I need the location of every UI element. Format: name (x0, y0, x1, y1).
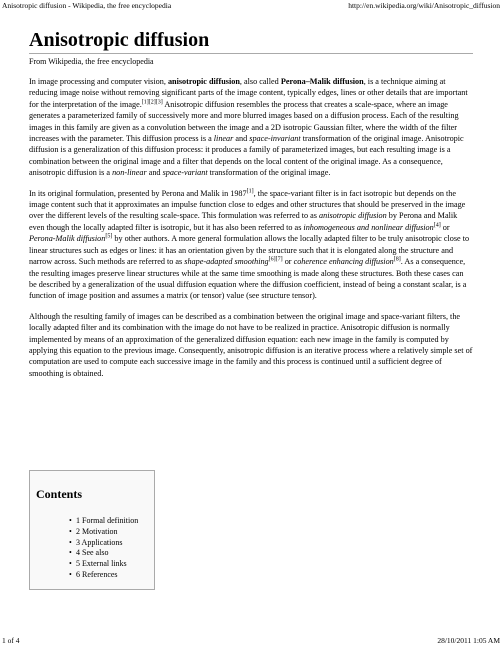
toc-item-references[interactable]: • 6 References (76, 570, 154, 581)
text: transformation of the original image. Anisotropic diffusion is a generalization of this diffusion process: it produces a family of parameterized images, but each resulting image is a combination between the original image and a filter that depends on the local content of the original image. As a consequence, anisotropic diffusion is a (29, 134, 464, 178)
print-header (0, 0, 502, 14)
citation-link[interactable]: [6][7] (268, 256, 283, 263)
text: by other authors. A more general formulation allows the locally adapted filter to be truly anisotropic close to linear structures such as edges or lines: it has an orientation given by the structure such that it is elongated along the structure and narrow across. Such methods are referred to as (29, 234, 470, 267)
term-space-variant: space-variant (162, 168, 208, 178)
citation-link[interactable]: [1] (246, 187, 254, 194)
text: , is a technique aiming at reducing image noise without removing significant parts of the image content, typically edges, lines or other details that are important for the interpretation of the image. (29, 77, 468, 109)
page-number: 1 of 4 (2, 636, 20, 645)
text: or (440, 222, 450, 232)
term-perona-malik-diffusion-link[interactable]: Perona-Malik diffusion (29, 234, 106, 244)
paragraph-formulation (29, 188, 473, 302)
text: . As a consequence, the resulting images preserve linear structures while at the same time smoothing is made along these structures. Both these cases can be described by a generalization of the usual diffusion equation where the diffusion coefficient, instead of being a constant scalar, is a function of image position and assumes a matrix (or tensor) value (see structure tensor). (29, 257, 467, 301)
table-of-contents (29, 470, 155, 590)
term-anisotropic-diffusion-link[interactable]: anisotropic diffusion (319, 211, 387, 221)
article-source-note: From Wikipedia, the free encyclopedia (29, 57, 154, 66)
text: In image processing and computer vision, (29, 77, 168, 86)
toc-title: Contents (36, 487, 83, 501)
term-space-invariant: space-invariant (249, 134, 301, 144)
print-url: http://en.wikipedia.org/wiki/Anisotropic_diffusion (348, 1, 500, 10)
paragraph-intro (29, 76, 473, 179)
text: , also called (239, 77, 281, 86)
citation-link[interactable]: [1][2][3] (141, 99, 163, 106)
term-non-linear: non-linear (112, 168, 147, 178)
text: In its original formulation, presented by Perona and Malik in 1987 (29, 188, 247, 198)
print-page-title: Anisotropic diffusion - Wikipedia, the free encyclopedia (2, 1, 172, 10)
toc-item-see-also[interactable]: • 4 See also (76, 548, 154, 559)
toc-item-external-links[interactable]: • 5 External links (76, 559, 154, 570)
term-coherence-enhancing-diffusion: coherence enhancing diffusion (293, 257, 394, 267)
toc-list (30, 516, 154, 581)
text: and (233, 134, 250, 144)
text: by Perona and Malik even though the locally adapted filter is isotropic, but it has also been referred to as (29, 211, 458, 232)
paragraph-implementation: Although the resulting family of images can be described as a combination between the original image and space-variant filters, the locally adapted filter and its combination with the image do not have to be realized in practice. Anisotropic diffusion is normally implemented by means of an approximation of the generalized diffusion equation: each new image in the family is computed by applying this equation to the previous image. Consequently, anisotropic diffusion is an iterative process where a relatively simple set of computation are used to compute each successive image in the family and this process is continued until a sufficient degree of smoothing is obtained. (29, 311, 473, 378)
citation-link[interactable]: [8] (393, 256, 401, 263)
text: Anisotropic diffusion resembles the process that creates a scale-space, where an image generates a parameterized family of successively more and more blurred images based on a diffusion process. Each of the resulting images in this family are given as a convolution between the image and a 2D isotropic Gaussian filter, where the width of the filter increases with the parameter. This diffusion process is a (29, 99, 459, 144)
term-inhomogeneous-nonlinear-diffusion: inhomogeneous and nonlinear diffusion (303, 222, 434, 232)
term-anisotropic-diffusion: anisotropic diffusion (167, 77, 240, 86)
toc-item-motivation[interactable]: • 2 Motivation (76, 527, 154, 538)
citation-link[interactable]: [5] (105, 233, 113, 240)
text: , the space-variant filter is in fact isotropic but depends on the image content such that it approximates an impulse function close to edges and other structures that should be preserved in the image over the different levels of the resulting scale-space. This formulation was referred to as (29, 188, 466, 221)
toc-item-applications[interactable]: • 3 Applications (76, 538, 154, 549)
term-linear: linear (213, 134, 234, 144)
text: and (146, 168, 163, 178)
term-shape-adapted-smoothing: shape-adapted smoothing (184, 257, 269, 267)
text: or (282, 257, 294, 267)
print-timestamp: 28/10/2011 1:05 AM (437, 636, 500, 645)
term-perona-malik-diffusion: Perona–Malik diffusion (280, 77, 364, 86)
article-content (29, 28, 473, 379)
citation-link[interactable]: [4] (433, 222, 441, 229)
print-footer (0, 636, 502, 648)
article-title: Anisotropic diffusion (29, 28, 473, 54)
text: transformation of the original image. (207, 168, 331, 178)
toc-item-formal-definition[interactable]: • 1 Formal definition (76, 516, 154, 527)
